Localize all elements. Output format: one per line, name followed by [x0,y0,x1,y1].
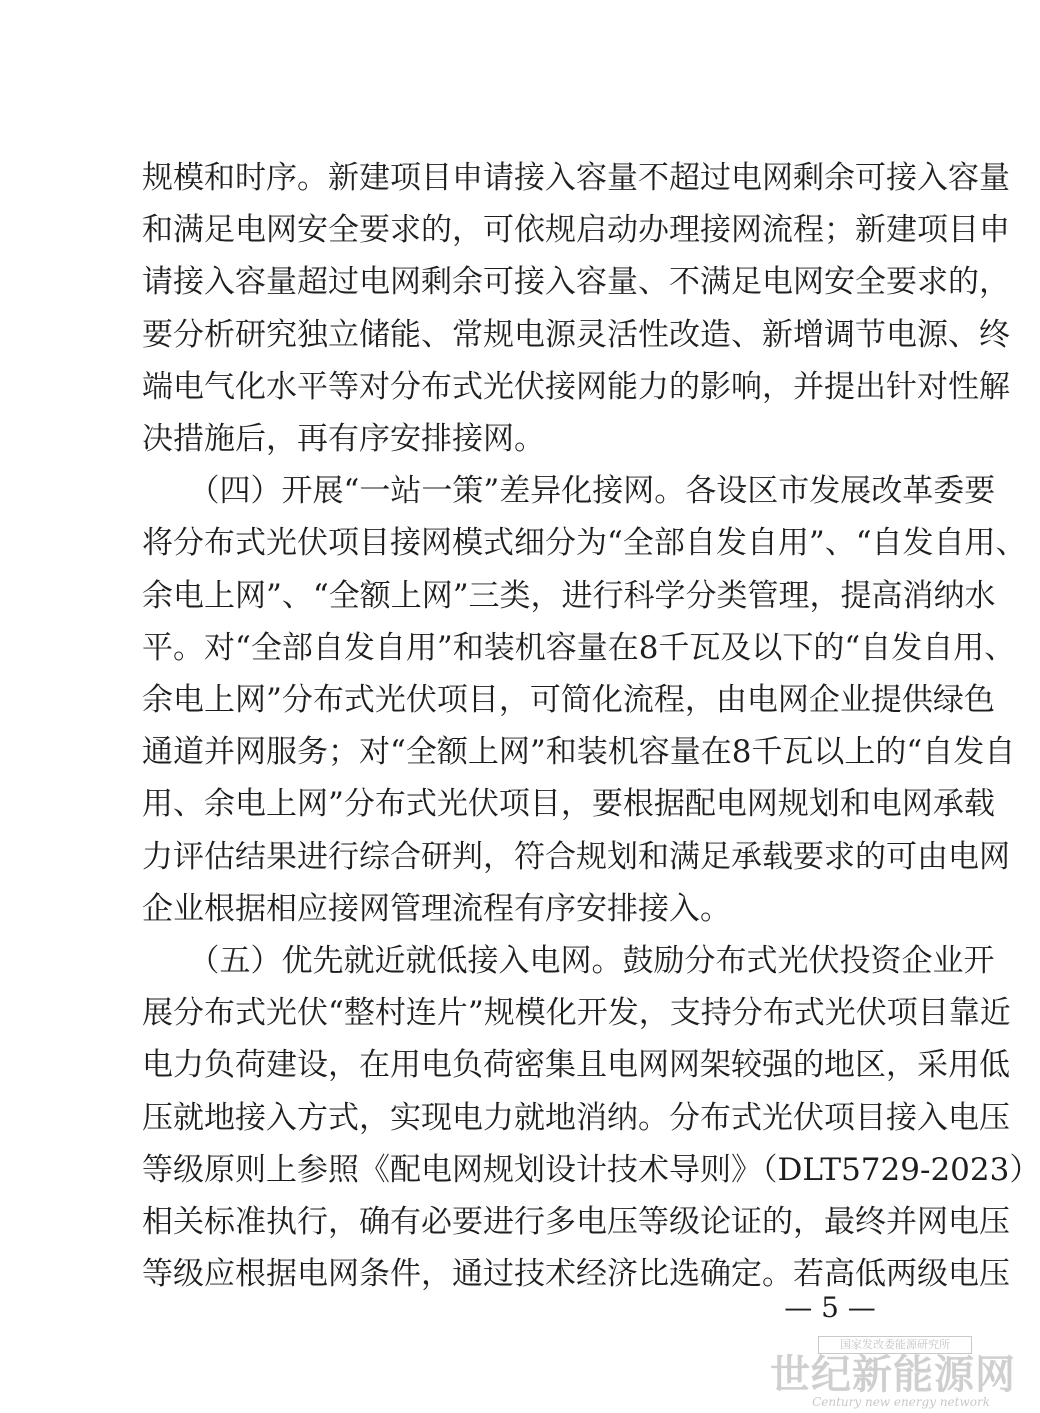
text-line: 决措施后，再有序安排接网。 [142,421,545,457]
text-line: 将分布式光伏项目接网模式细分为“全部自发自用”、“自发自用、 [142,525,1027,561]
watermark-source-box: 国家发改委能源研究所 [818,1336,972,1354]
text-line: 通道并网服务；对“全额上网”和装机容量在8千瓦以上的“自发自 [142,734,1016,770]
watermark-logo: 世纪新能源网 [770,1352,1016,1398]
text-line: 等级原则上参照《配电网规划设计技术导则》（DLT5729-2023） [142,1152,1040,1188]
text-line: 相关标准执行，确有必要进行多电压等级论证的，最终并网电压 [142,1204,1010,1240]
text-line: 等级应根据电网条件，通过技术经济比选确定。若高低两级电压 [142,1256,1010,1292]
text-line: 和满足电网安全要求的，可依规启动办理接网流程；新建项目申 [142,212,1010,248]
text-line: 规模和时序。新建项目申请接入容量不超过电网剩余可接入容量 [142,160,1010,196]
text-line: 平。对“全部自发自用”和装机容量在8千瓦及以下的“自发自用、 [142,630,1016,666]
page-number: — 5 — [784,1291,876,1324]
text-line: 用、余电上网”分布式光伏项目，要根据配电网规划和电网承载 [142,786,995,822]
text-line: 余电上网”分布式光伏项目，可简化流程，由电网企业提供绿色 [142,682,995,718]
text-line: 余电上网”、“全额上网”三类，进行科学分类管理，提高消纳水 [142,578,996,614]
text-line: 请接入容量超过电网剩余可接入容量、不满足电网安全要求的， [142,264,1010,300]
text-line: 展分布式光伏“整村连片”规模化开发，支持分布式光伏项目靠近 [142,995,1011,1031]
text-line: 压就地接入方式，实现电力就地消纳。分布式光伏项目接入电压 [142,1100,1010,1136]
text-line: 电力负荷建设，在用电负荷密集且电网网架较强的地区，采用低 [142,1047,1010,1083]
section-heading-line: （四）开展“一站一策”差异化接网。各设区市发展改革委要 [142,473,996,509]
text-line: 力评估结果进行综合研判，符合规划和满足承载要求的可由电网 [142,839,1010,875]
text-line: 企业根据相应接网管理流程有序安排接入。 [142,891,731,927]
text-line: 端电气化水平等对分布式光伏接网能力的影响，并提出针对性解 [142,369,1010,405]
watermark-subtitle: Century new energy network [812,1395,990,1409]
text-line: 要分析研究独立储能、常规电源灵活性改造、新增调节电源、终 [142,317,1010,353]
section-heading-line: （五）优先就近就低接入电网。鼓励分布式光伏投资企业开 [142,943,995,979]
